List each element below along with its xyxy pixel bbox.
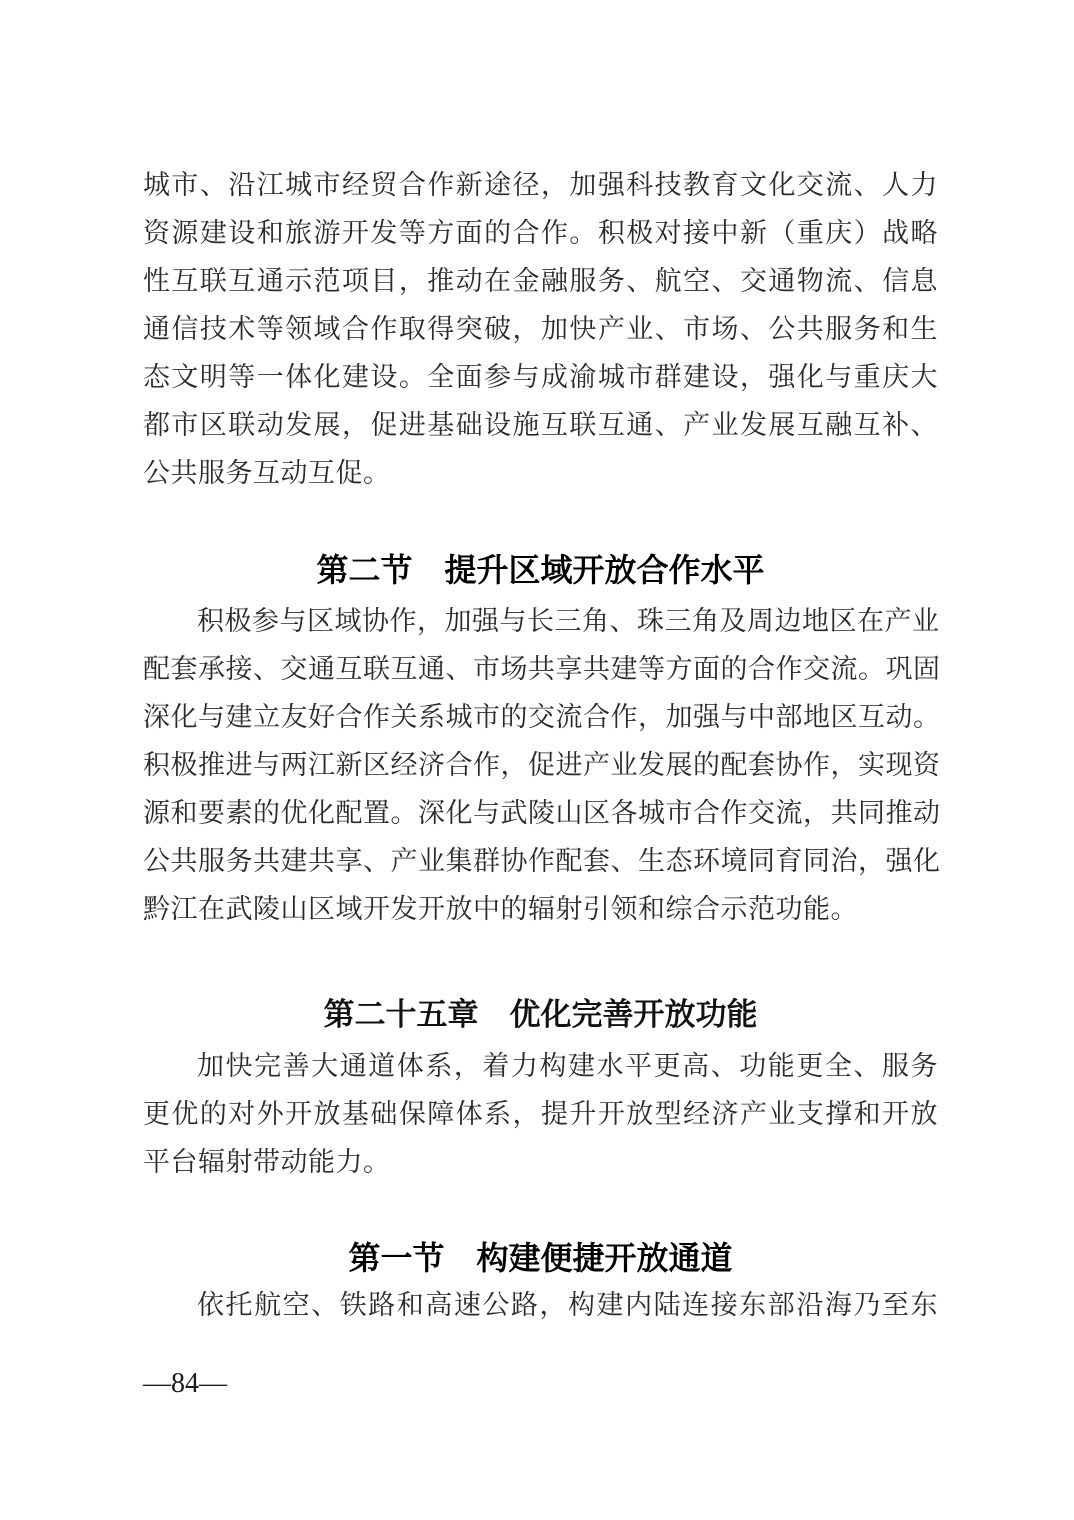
chapter-heading-25: 第二十五章 优化完善开放功能 <box>323 997 758 1032</box>
text-line: 通信技术等领域合作取得突破，加快产业、市场、公共服务和生 <box>143 314 938 344</box>
page-number: —84— <box>143 1368 227 1399</box>
text-line: 依托航空、铁路和高速公路，构建内陆连接东部沿海乃至东 <box>197 1290 938 1320</box>
paragraph-chapter-25 <box>143 1042 938 1186</box>
text-line: 配套承接、交通互联互通、市场共享共建等方面的合作交流。巩固 <box>143 654 941 684</box>
text-line: 公共服务共建共享、产业集群协作配套、生态环境同育同治，强化 <box>143 846 941 876</box>
section-heading-2: 第二节 提升区域开放合作水平 <box>316 552 765 588</box>
text-line: 积极推进与两江新区经济合作，促进产业发展的配套协作，实现资 <box>143 750 941 780</box>
text-line: 黔江在武陵山区域开发开放中的辐射引领和综合示范功能。 <box>143 894 858 924</box>
section-heading-1: 第一节 构建便捷开放通道 <box>348 1240 733 1276</box>
text-line: 加快完善大通道体系，着力构建水平更高、功能更全、服务 <box>197 1051 938 1081</box>
text-line: 积极参与区域协作，加强与长三角、珠三角及周边地区在产业 <box>197 606 940 636</box>
paragraph-continuation <box>143 161 938 497</box>
text-line: 公共服务互动互促。 <box>143 458 391 488</box>
text-line: 资源建设和旅游开发等方面的合作。积极对接中新（重庆）战略 <box>143 218 938 248</box>
text-line: 平台辐射带动能力。 <box>143 1147 391 1177</box>
paragraph-section-1 <box>143 1281 938 1329</box>
text-line: 态文明等一体化建设。全面参与成渝城市群建设，强化与重庆大 <box>143 362 938 392</box>
text-line: 更优的对外开放基础保障体系，提升开放型经济产业支撑和开放 <box>143 1099 938 1129</box>
text-line: 都市区联动发展，促进基础设施互联互通、产业发展互融互补、 <box>143 410 938 440</box>
text-line: 城市、沿江城市经贸合作新途径，加强科技教育文化交流、人力 <box>143 170 938 200</box>
text-line: 源和要素的优化配置。深化与武陵山区各城市合作交流，共同推动 <box>143 798 941 828</box>
text-line: 性互联互通示范项目，推动在金融服务、航空、交通物流、信息 <box>143 266 938 296</box>
paragraph-section-2 <box>143 597 941 933</box>
text-line: 深化与建立友好合作关系城市的交流合作，加强与中部地区互动。 <box>143 702 941 732</box>
